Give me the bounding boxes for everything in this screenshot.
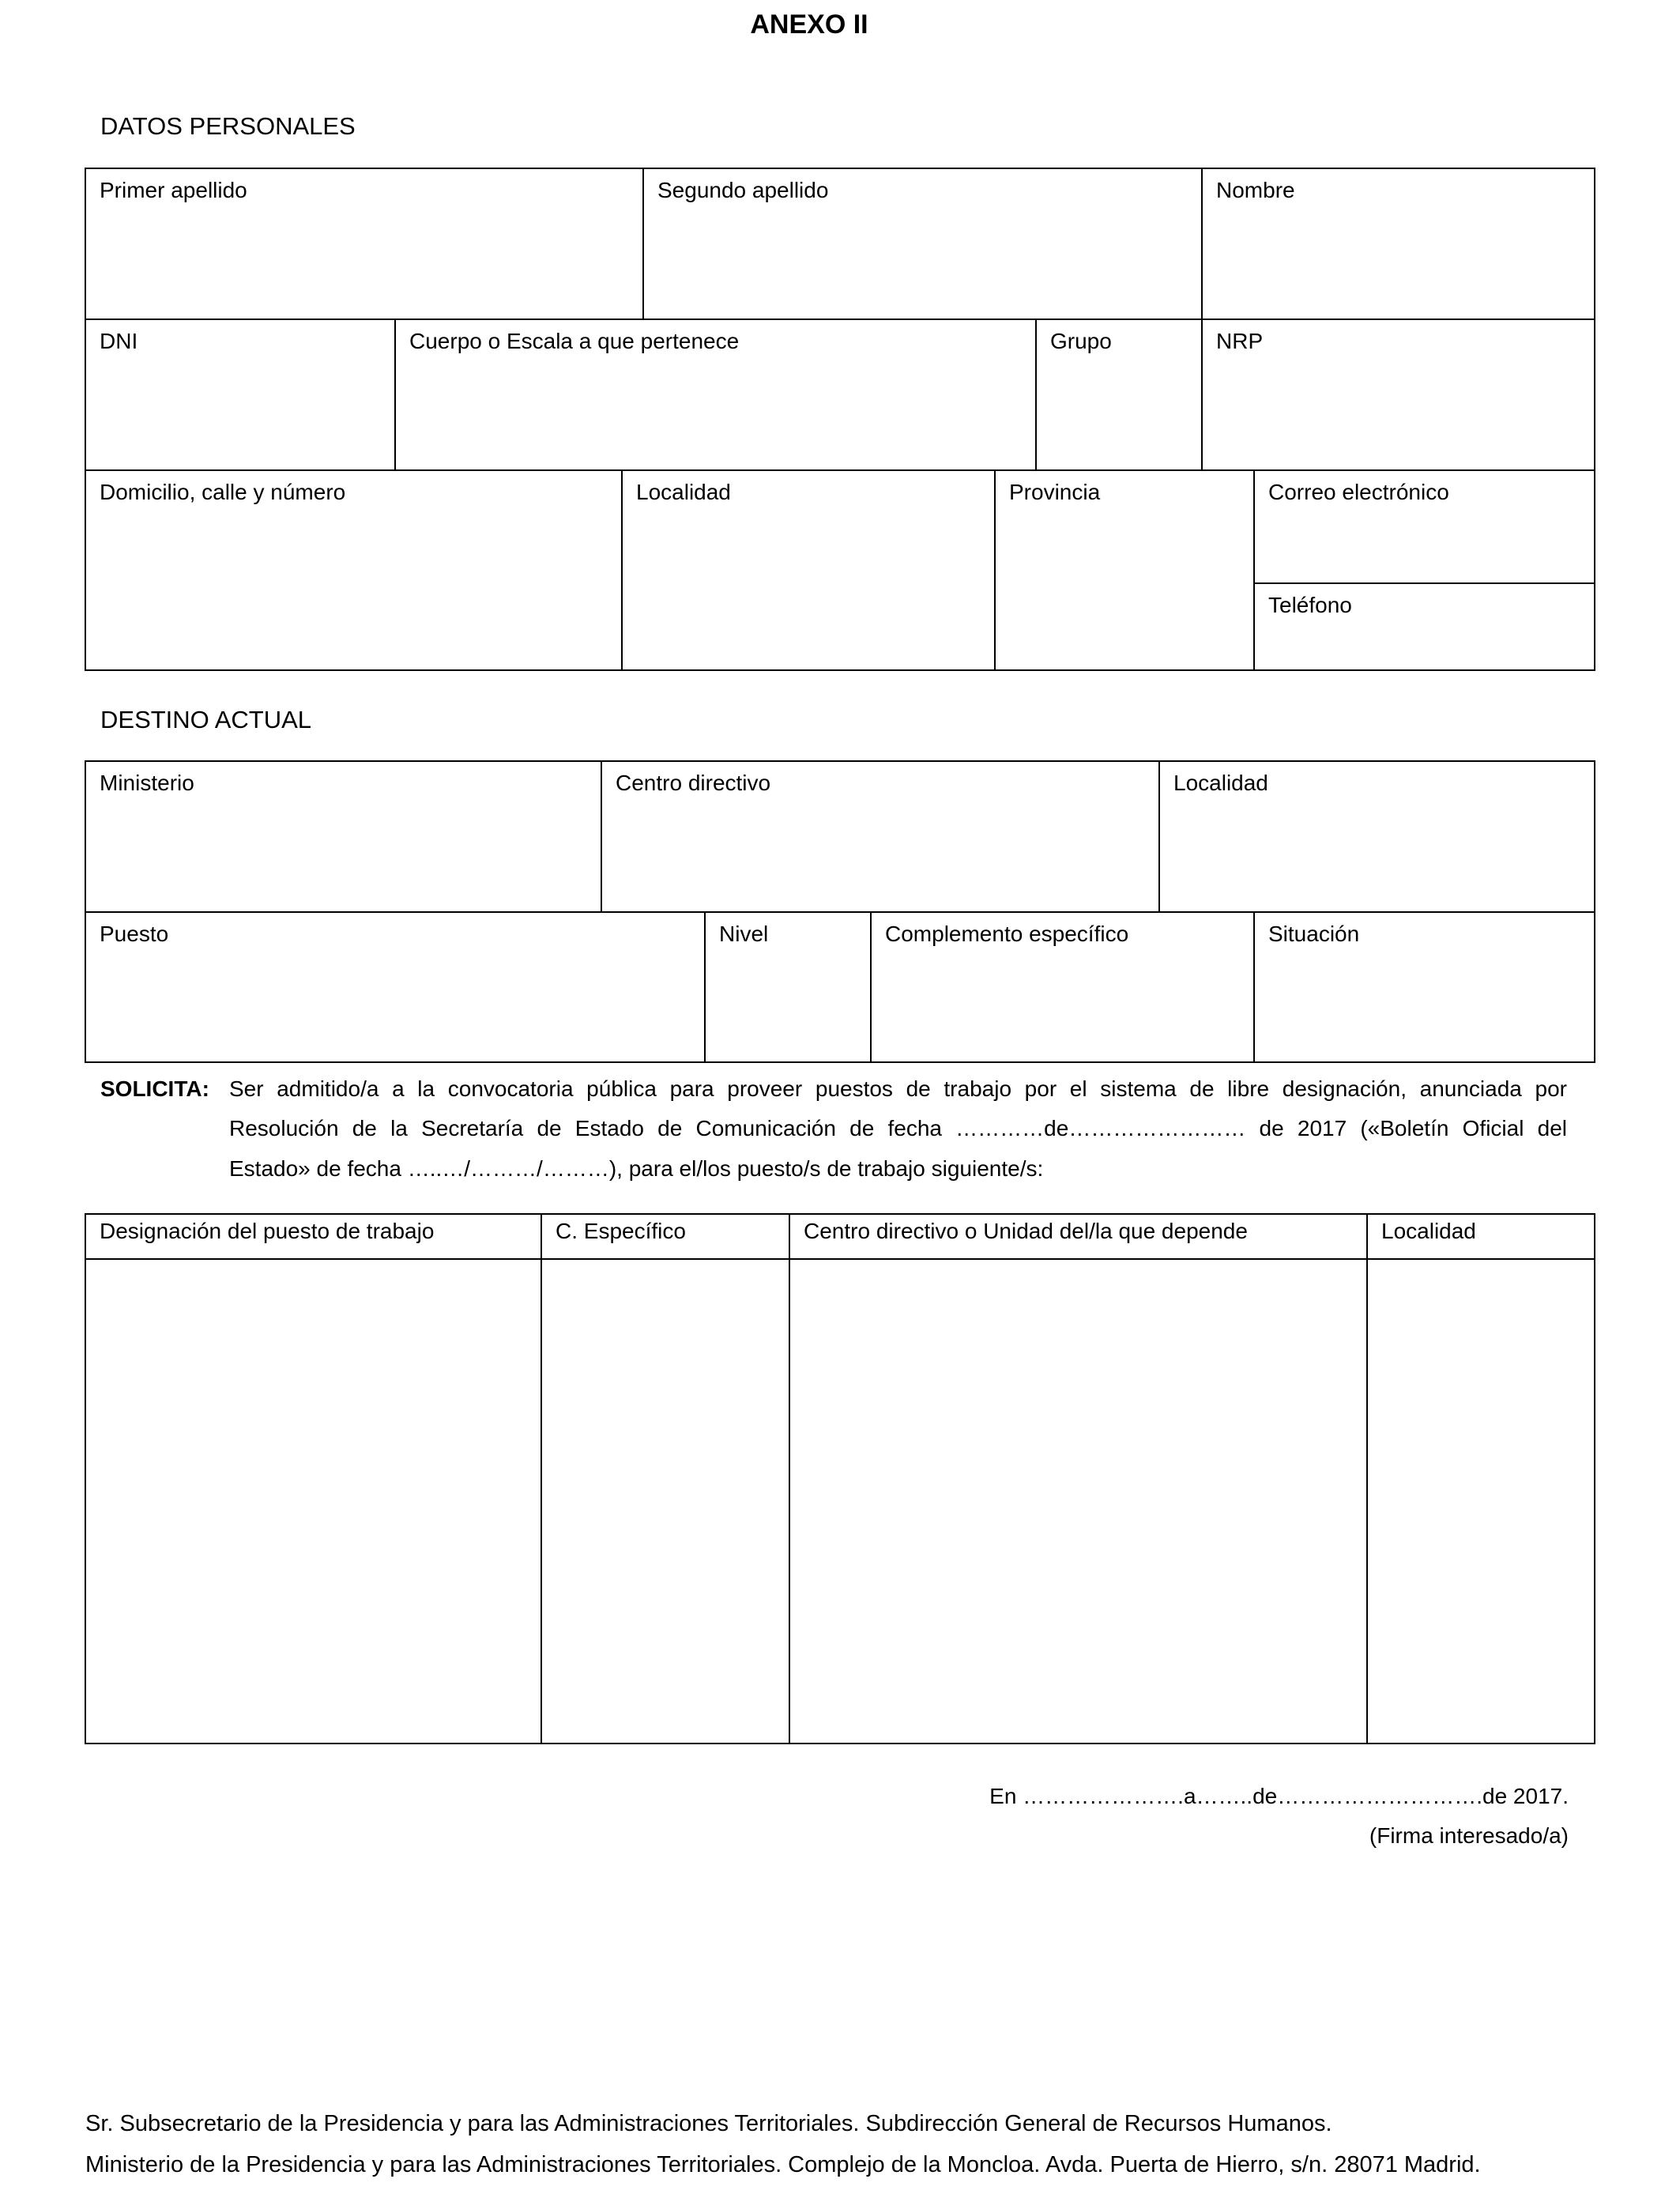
column-header: Centro directivo o Unidad del/la que depende <box>804 1219 1248 1243</box>
field-cuerpo-escala[interactable]: Cuerpo o Escala a que pertenece <box>409 329 740 353</box>
solicita-text-line: Estado» de fecha …..…/………/………), para el/los puesto/s de trabajo siguiente/s: <box>229 1156 1044 1181</box>
field-telefono[interactable]: Teléfono <box>1268 593 1352 617</box>
field-localidad-destino[interactable]: Localidad <box>1173 771 1268 795</box>
table-border <box>85 168 1595 671</box>
solicita-label: SOLICITA: <box>100 1076 209 1101</box>
field-correo-electronico[interactable]: Correo electrónico <box>1268 480 1449 504</box>
solicita-text-line: Ser admitido/a a la convocatoria pública para proveer puestos de trabajo por el sistema de libre designación, anunciada por <box>229 1076 1567 1101</box>
field-complemento-especifico[interactable]: Complemento específico <box>885 922 1129 946</box>
row-divider <box>85 911 1595 913</box>
input-localidad-puesto[interactable] <box>1368 1260 1594 1743</box>
column-header: Designación del puesto de trabajo <box>100 1219 435 1243</box>
field-dni[interactable]: DNI <box>100 329 138 353</box>
footer-addressee: Sr. Subsecretario de la Presidencia y para las Administraciones Territoriales. Subdirección General de Recursos Humanos. <box>85 2111 1332 2136</box>
field-primer-apellido[interactable]: Primer apellido <box>100 178 247 202</box>
field-puesto[interactable]: Puesto <box>100 922 169 946</box>
column-header: Localidad <box>1381 1219 1476 1243</box>
field-grupo[interactable]: Grupo <box>1050 329 1112 353</box>
column-header: C. Específico <box>556 1219 686 1243</box>
input-designacion-puesto[interactable] <box>86 1260 541 1743</box>
document-title: ANEXO II <box>750 9 868 40</box>
field-domicilio[interactable]: Domicilio, calle y número <box>100 480 346 504</box>
footer-address: Ministerio de la Presidencia y para las Administraciones Territoriales. Complejo de la Moncloa. Avda. Puerta de Hierro, s/n. 28071 Madrid. <box>85 2152 1481 2177</box>
field-nombre[interactable]: Nombre <box>1216 178 1295 202</box>
field-situacion[interactable]: Situación <box>1268 922 1360 946</box>
row-divider <box>85 319 1595 320</box>
signature-label: (Firma interesado/a) <box>1369 1823 1569 1848</box>
field-provincia[interactable]: Provincia <box>1009 480 1101 504</box>
field-ministerio[interactable]: Ministerio <box>100 771 194 795</box>
input-c-especifico[interactable] <box>542 1260 789 1743</box>
solicita-text-line: Resolución de la Secretaría de Estado de Comunicación de fecha …………de…………………… de 2017 («Boletín Oficial del <box>229 1116 1567 1140</box>
field-centro-directivo[interactable]: Centro directivo <box>616 771 771 795</box>
input-centro-directivo-unidad[interactable] <box>790 1260 1366 1743</box>
field-localidad[interactable]: Localidad <box>636 480 731 504</box>
field-nivel[interactable]: Nivel <box>719 922 769 946</box>
field-nrp[interactable]: NRP <box>1216 329 1264 353</box>
place-date-line: En ………………….a……..de……………………….de 2017. <box>989 1784 1569 1808</box>
field-segundo-apellido[interactable]: Segundo apellido <box>657 178 829 202</box>
section-heading-datos-personales: DATOS PERSONALES <box>100 112 356 140</box>
section-heading-destino-actual: DESTINO ACTUAL <box>100 706 311 733</box>
